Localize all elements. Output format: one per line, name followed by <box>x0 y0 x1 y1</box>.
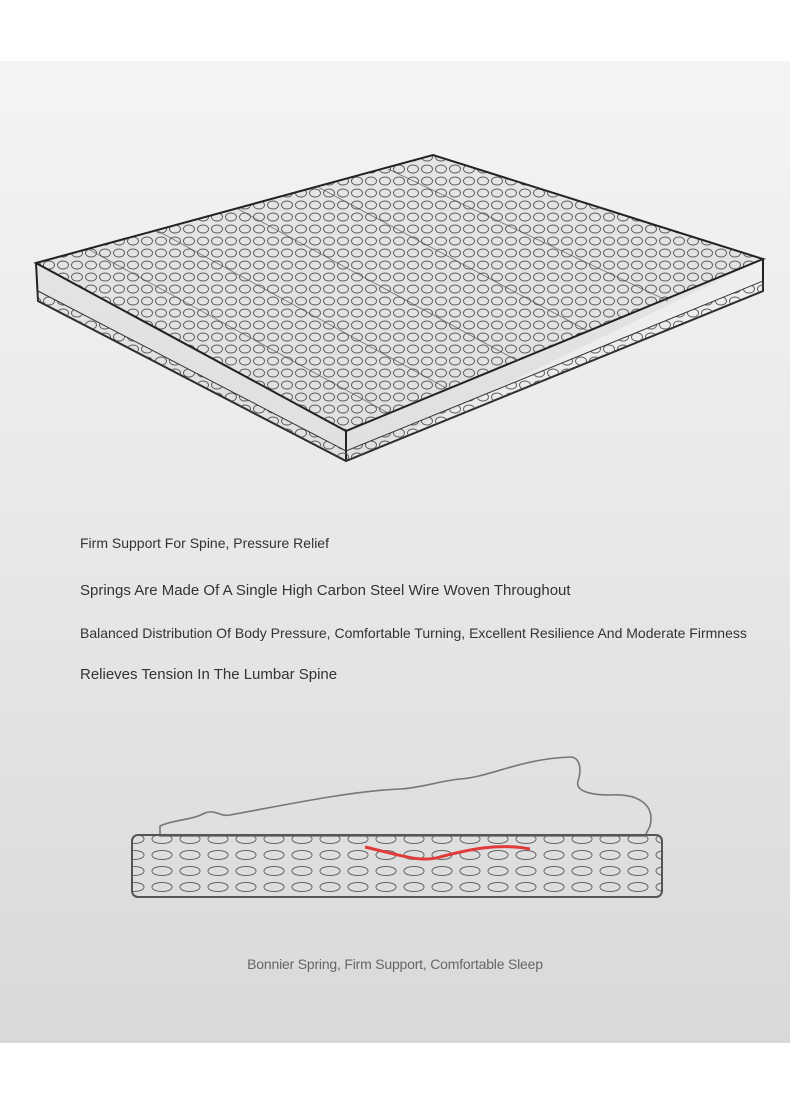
illustration-caption: Bonnier Spring, Firm Support, Comfortable Sleep <box>247 956 543 972</box>
sleeping-person-on-mattress-illustration <box>120 751 680 911</box>
feature-pressure-distribution: Balanced Distribution Of Body Pressure, Comfortable Turning, Excellent Resilience And Moderate Firmness <box>80 625 747 641</box>
feature-high-carbon-steel: Springs Are Made Of A Single High Carbon Steel Wire Woven Throughout <box>80 582 571 599</box>
feature-firm-support: Firm Support For Spine, Pressure Relief <box>80 535 329 551</box>
product-detail-panel <box>0 61 790 1043</box>
feature-lumbar-relief: Relieves Tension In The Lumbar Spine <box>80 666 338 683</box>
bonnell-spring-unit-image <box>28 151 768 481</box>
